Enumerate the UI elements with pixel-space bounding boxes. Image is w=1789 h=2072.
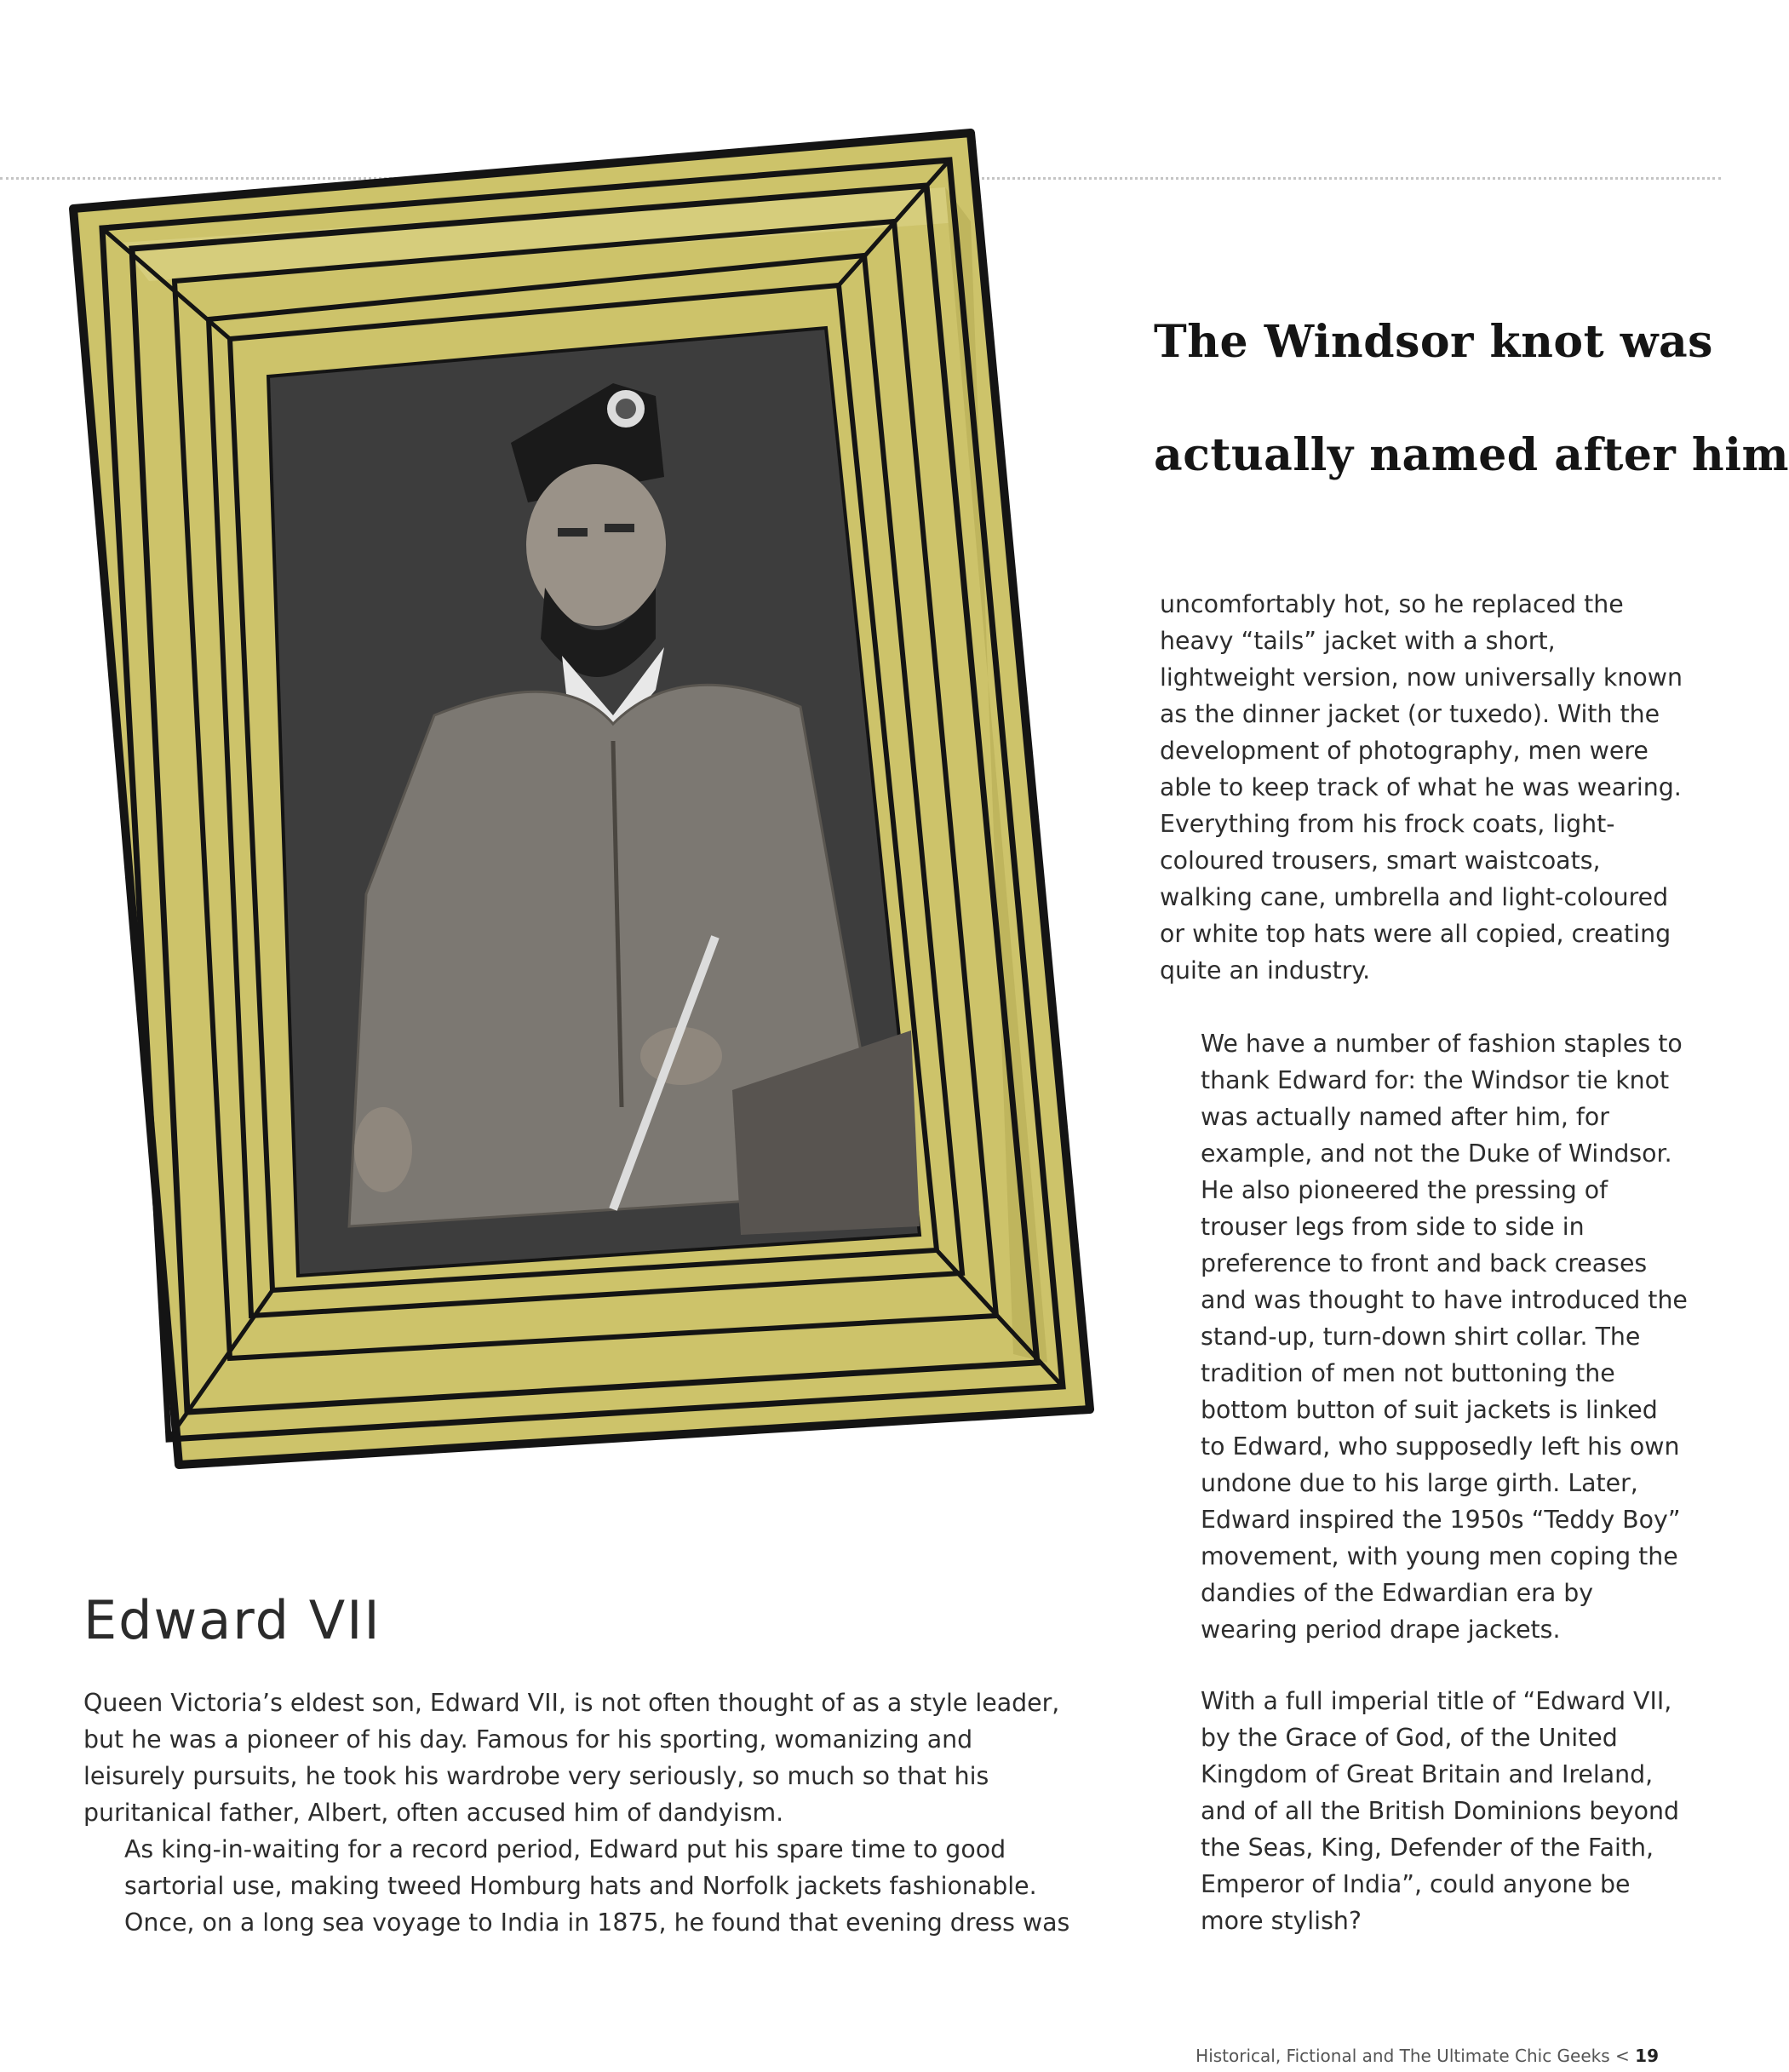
left-paragraph-2: As king-in-waiting for a record period, Edward put his spare time to good sartorial use, making tweed Homburg hats and Norfolk jackets fashionable. Once, on a long sea voyage to India in 1875, he found that evening dress was (124, 1835, 1070, 1937)
page-footer (1173, 2046, 1659, 2066)
footer-running-title: Historical, Fictional and The Ultimate Chic Geeks < (1196, 2046, 1630, 2066)
page-number: 19 (1635, 2046, 1659, 2066)
portrait-frame (68, 128, 1107, 1473)
right-paragraph-3: With a full imperial title of “Edward VII, by the Grace of God, of the United Kingdom of Great Britain and Ireland, and of all the British Dominions beyond the Seas, King, Defender of the Faith, Emperor of India”, could anyone be more stylish? (1201, 1687, 1680, 1935)
right-paragraph-2: We have a number of fashion staples to thank Edward for: the Windsor tie knot was actually named after him, for example, and not the Duke of Windsor. He also pioneered the pressing of trouser legs from side to side in preference to front and back creases and was thought to have introduced the stand-up, turn-down shirt collar. The tradition of men not buttoning the bottom button of suit jackets is linked to Edward, who supposedly left his own undone due to his large girth. Later, Edward inspired the 1950s “Teddy Boy” movement, with young men coping the dandies of the Edwardian era by wearing period drape jackets. (1201, 1030, 1688, 1644)
pull-quote-line-2: actually named after him (1154, 429, 1789, 481)
article-title: Edward VII (83, 1589, 381, 1651)
pull-quote-line-1: The Windsor knot was (1154, 316, 1713, 368)
left-paragraph-1: Queen Victoria’s eldest son, Edward VII, is not often thought of as a style leader, but he was a pioneer of his day. Famous for his sporting, womanizing and leisurely pursuits, he took his wardrobe very seriously, so much so that his puritanical father, Albert, often accused him of dandyism. (83, 1689, 1060, 1827)
right-paragraph-1: uncomfortably hot, so he replaced the heavy “tails” jacket with a short, lightweight version, now universally known as the dinner jacket (or tuxedo). With the development of photography, men were able to keep track of what he was wearing. Everything from his frock coats, light-coloured trousers, smart waistcoats, walking cane, umbrella and light-coloured or white top hats were all copied, creating quite an industry. (1160, 590, 1683, 984)
pull-quote (1154, 285, 1789, 512)
